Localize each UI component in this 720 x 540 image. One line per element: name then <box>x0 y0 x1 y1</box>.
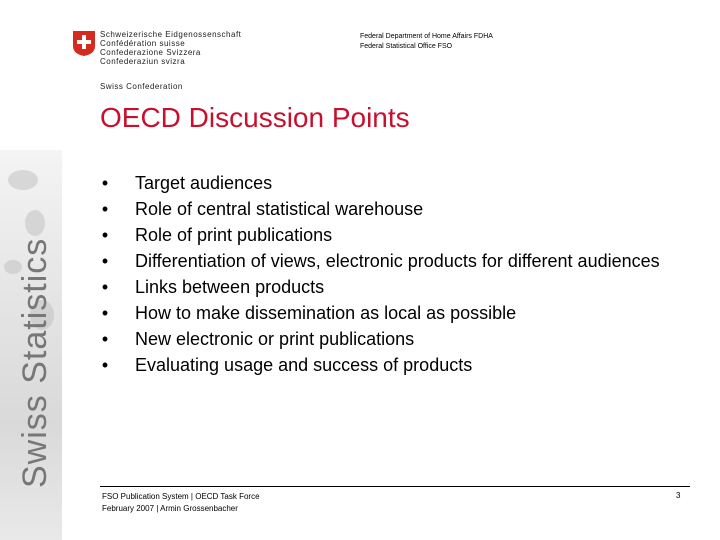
list-item-text: Differentiation of views, electronic products for different audiences <box>135 251 660 271</box>
bullet: • <box>101 329 109 349</box>
list-item-text: Target audiences <box>135 173 273 193</box>
confederation-name-rm: Confederaziun svizra <box>100 57 186 66</box>
side-label: Swiss Statistics <box>16 237 54 488</box>
confederation-names <box>100 30 241 66</box>
department-block <box>360 32 493 52</box>
bullet: • <box>101 251 109 271</box>
list-item-text: Role of print publications <box>135 225 333 245</box>
list-item-text: Role of central statistical warehouse <box>135 199 424 219</box>
bullet: • <box>101 225 109 245</box>
bullet: • <box>101 173 109 193</box>
confederation-short-name: Swiss Confederation <box>100 82 183 91</box>
bullet: • <box>101 303 109 323</box>
list-item <box>100 222 680 248</box>
slide-title: OECD Discussion Points <box>100 102 410 133</box>
bullet: • <box>101 355 109 375</box>
confederation-name-fr: Confédération suisse <box>100 39 186 48</box>
list-item <box>100 248 680 274</box>
list-item <box>100 352 680 378</box>
footer-line-2: February 2007 | Armin Grossenbacher <box>102 504 238 513</box>
footer-divider <box>100 486 690 487</box>
footer-line-1: FSO Publication System | OECD Task Force <box>102 492 260 501</box>
bullet: • <box>101 277 109 297</box>
list-item <box>100 274 680 300</box>
list-item <box>100 196 680 222</box>
bullet: • <box>101 199 109 219</box>
list-item-text: Evaluating usage and success of products <box>135 355 473 375</box>
confederation-name-it: Confederazione Svizzera <box>100 48 201 57</box>
confederation-name-de: Schweizerische Eidgenossenschaft <box>100 30 242 39</box>
swiss-flag-icon <box>72 30 96 57</box>
list-item <box>100 170 680 196</box>
list-item <box>100 326 680 352</box>
discussion-points-list <box>100 170 680 378</box>
office-name: Federal Statistical Office FSO <box>360 43 453 50</box>
footer-text <box>102 491 260 515</box>
list-item-text: New electronic or print publications <box>135 329 415 349</box>
page-number: 3 <box>676 491 681 500</box>
list-item-text: How to make dissemination as local as possible <box>135 303 517 323</box>
list-item <box>100 300 680 326</box>
list-item-text: Links between products <box>135 277 325 297</box>
department-name: Federal Department of Home Affairs FDHA <box>360 33 493 40</box>
